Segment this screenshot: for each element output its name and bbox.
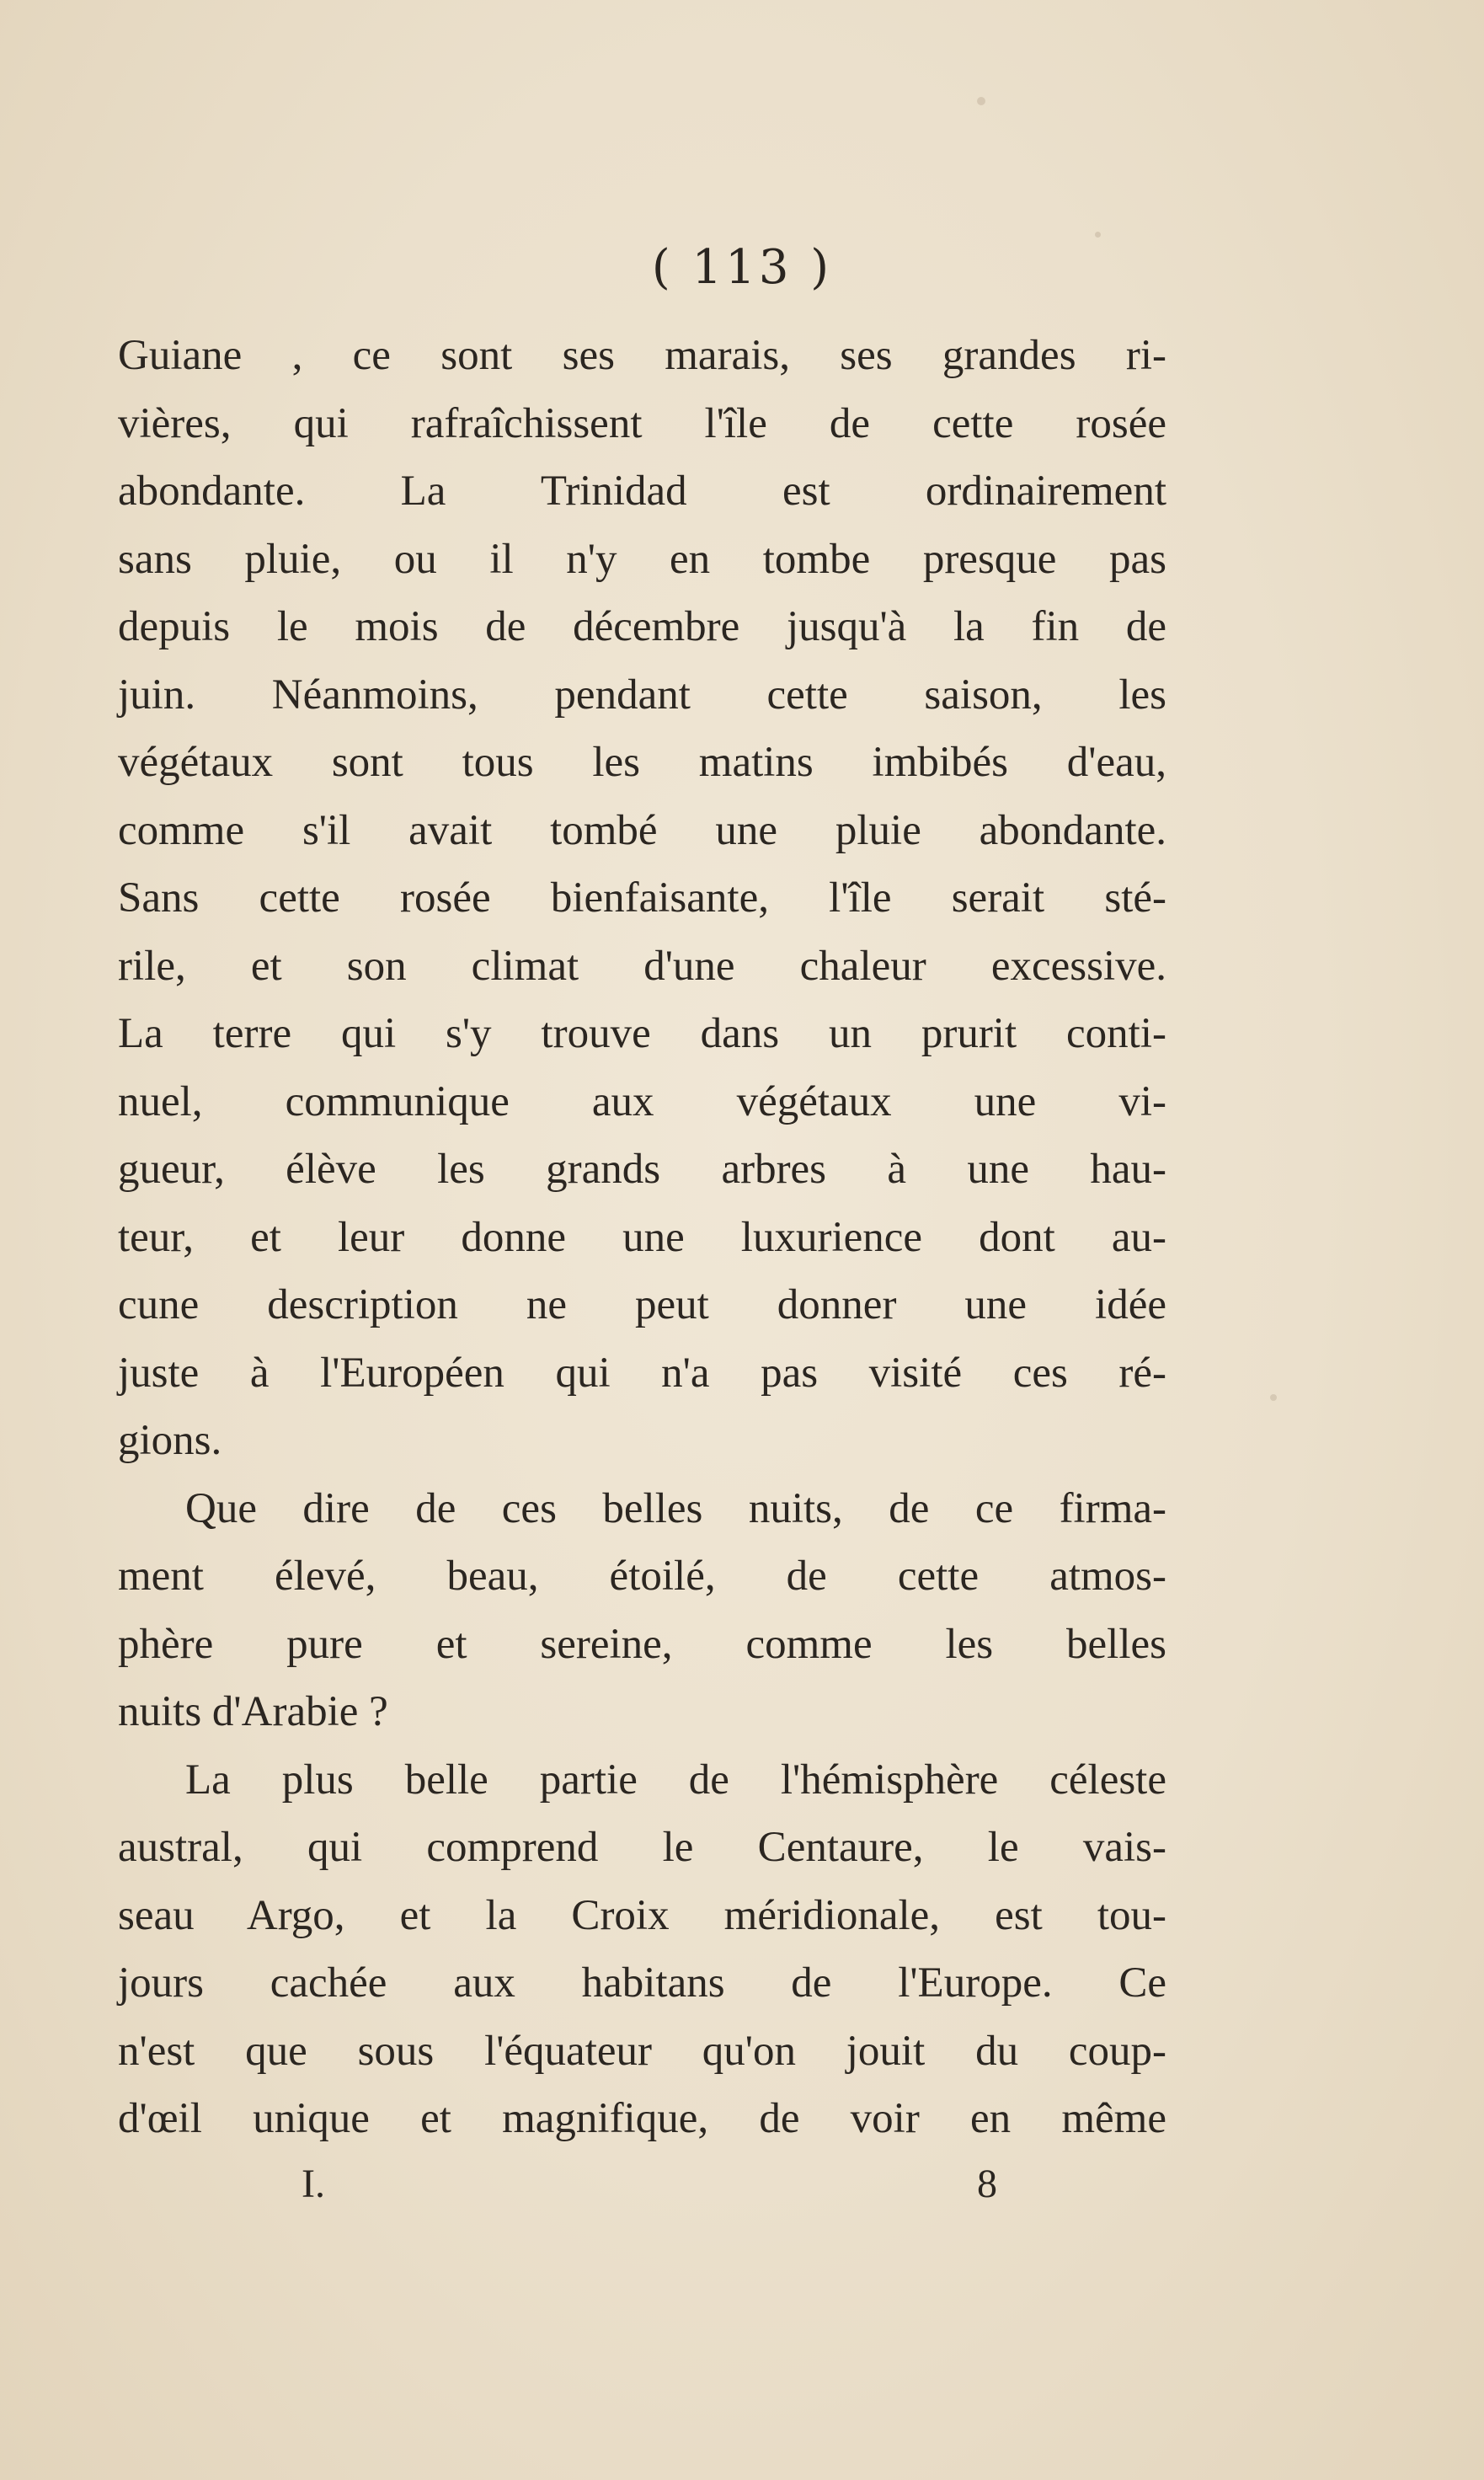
text-line: Sans cette rosée bienfaisante, l'île serait sté- [118,874,1166,922]
text-line: gueur, élève les grands arbres à une hau- [118,1146,1166,1193]
text-line: ment élevé, beau, étoilé, de cette atmos- [118,1553,1166,1600]
text-line: depuis le mois de décembre jusqu'à la fin de [118,603,1166,650]
text-line: juste à l'Européen qui n'a pas visité ces ré- [118,1349,1166,1397]
body-text [118,322,1166,2153]
text-line: teur, et leur donne une luxurience dont au- [118,1213,1166,1261]
text-line: jours cachée aux habitans de l'Europe. Ce [118,1959,1166,2007]
text-line: phère pure et sereine, comme les belles [118,1620,1166,1668]
paper-spot [977,97,985,105]
text-line: La terre qui s'y trouve dans un prurit conti- [118,1010,1166,1057]
text-line: seau Argo, et la Croix méridionale, est tou- [118,1891,1166,1939]
text-line: d'œil unique et magnifique, de voir en même [118,2095,1166,2142]
text-line: sans pluie, ou il n'y en tombe presque pas [118,535,1166,583]
text-line: nuel, communique aux végétaux une vi- [118,1077,1166,1125]
page-number: ( 113 ) [651,240,833,295]
text-line: végétaux sont tous les matins imbibés d'eau, [118,739,1166,786]
text-line: vières, qui rafraîchissent l'île de cette rosée [118,399,1166,447]
text-line: juin. Néanmoins, pendant cette saison, les [118,671,1166,719]
text-line: abondante. La Trinidad est ordinairement [118,468,1166,515]
gathering-signature: 8 [977,2162,997,2206]
text-line: n'est que sous l'équateur qu'on jouit du coup- [118,2027,1166,2075]
paper-spot [1095,232,1101,238]
text-line: cune description ne peut donner une idée [118,1281,1166,1328]
paper-spot [1270,1394,1277,1401]
text-line: La plus belle partie de l'hémisphère céleste [185,1756,1166,1804]
text-line: comme s'il avait tombé une pluie abondante. [118,806,1166,854]
text-line: rile, et son climat d'une chaleur excessive. [118,942,1166,990]
text-line: Que dire de ces belles nuits, de ce firma- [185,1484,1166,1532]
text-line: austral, qui comprend le Centaure, le vais- [118,1824,1166,1871]
text-line: gions. [118,1417,222,1464]
text-line: Guiane , ce sont ses marais, ses grandes ri- [118,332,1166,379]
text-line: nuits d'Arabie ? [118,1688,388,1735]
volume-signature: I. [302,2162,325,2206]
